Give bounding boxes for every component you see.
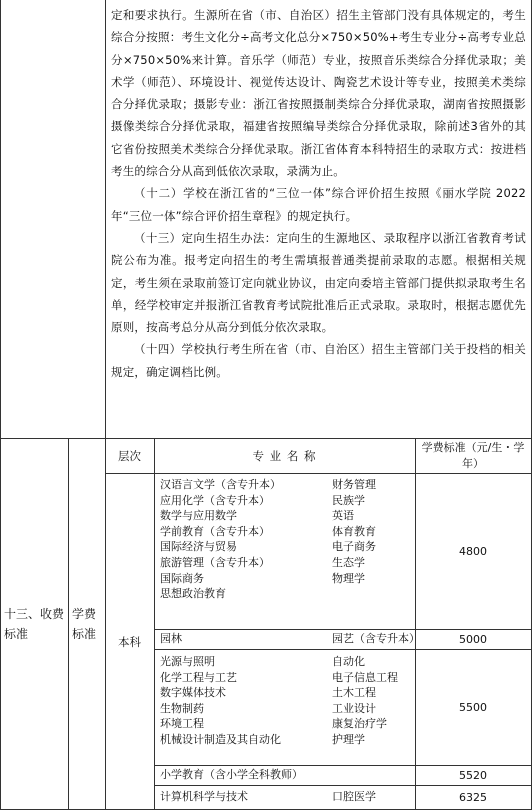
major-item: 园林 [160, 632, 182, 645]
major-item: 计算机科学与技术 [160, 790, 248, 803]
major-item: 口腔医学 [332, 790, 376, 803]
major-item: 电子信息工程 [332, 670, 398, 684]
admission-rules-text [105, 0, 532, 438]
major-item: 光源与照明 [160, 655, 215, 668]
major-item: 财务管理 [332, 478, 376, 491]
fee-5500: 5500 [459, 700, 487, 714]
header-level-text: 层次 [118, 448, 141, 463]
major-item: 体育教育 [332, 524, 376, 538]
major-item: 英语 [332, 509, 354, 523]
subsection-title: 学费标准 [72, 607, 97, 641]
major-item: 生态学 [332, 555, 365, 569]
header-major-text: 专 业 名 称 [252, 448, 317, 463]
major-item: 汉语言文学（含专升本） [160, 478, 281, 491]
header-major [154, 438, 415, 473]
fee-5520: 5520 [459, 768, 487, 782]
major-item: 土木工程 [332, 686, 376, 700]
major-item: 学前教育（含专升本） [160, 524, 270, 538]
major-item: 康复治疗学 [332, 717, 387, 731]
major-item: 民族学 [332, 493, 365, 507]
major-item: 国际经济与贸易 [160, 540, 237, 554]
major-list-5500-col1 [160, 654, 281, 748]
major-list-5000-col1 [160, 631, 182, 647]
section-title: 十三、收费标准 [4, 607, 65, 641]
major-list-5000-col2 [332, 631, 420, 647]
paragraph-item-14: （十四）学校执行考生所在省（市、自治区）招生主管部门关于投档的相关规定，确定调档比例。 [111, 342, 526, 379]
major-item: 小学教育（含小学全科教师） [160, 768, 303, 781]
major-item: 数字媒体技术 [160, 686, 226, 700]
major-item: 园艺（含专升本） [332, 632, 420, 645]
paragraph-scoring: 定和要求执行。生源所在省（市、自治区）招生主管部门没有具体规定的，考生综合分按照：考生文化分÷高考文化总分×750×50%+考生专业分÷高考专业总分×750×50%来计算。音乐学（师范）专业，按照音乐类综合分择优录取；美术学（师范）、环境设计、视觉传达设计、陶瓷艺术设计等专业，按照美术类综合分择优录取；摄影专业：浙江省按照摄制类综合分择优录取，湖南省按照摄影摄像类综合分择优录取，福建省按照编导类综合分择优录取，除前述3省外的其它省份按照美术类综合分择优录取。浙江省体育本科特招生的录取方式：按进档考生的综合分从高到低依次录取，录满为止。 [111, 8, 526, 179]
major-item: 电子商务 [332, 540, 376, 554]
major-item: 机械设计制造及其自动化 [160, 732, 281, 746]
major-list-6325-col1 [160, 789, 248, 805]
major-item: 应用化学（含专升本） [160, 493, 270, 507]
level-cell [105, 473, 154, 810]
major-item: 思想政治教育 [160, 587, 226, 601]
major-item: 工业设计 [332, 701, 376, 715]
major-item: 数学与应用数学 [160, 509, 237, 523]
level-text: 本科 [118, 634, 141, 649]
major-item: 化学工程与工艺 [160, 670, 237, 684]
major-item: 生物制药 [160, 701, 204, 715]
major-item: 国际商务 [160, 571, 204, 585]
fee-6325: 6325 [459, 790, 487, 804]
major-list-5520-col1 [160, 767, 303, 783]
major-list-4800-col2 [332, 477, 376, 586]
fee-4800: 4800 [459, 544, 487, 558]
paragraph-item-12: （十二）学校在浙江省的“三位一体”综合评价招生按照《丽水学院 2022年“三位一体”综合评价招生章程》的规定执行。 [111, 186, 526, 223]
header-fee-text: 学费标准（元/生・学年） [421, 440, 525, 470]
major-item: 环境工程 [160, 717, 204, 731]
subsection-label [72, 438, 102, 810]
major-list-5500-col2 [332, 654, 398, 748]
major-item: 自动化 [332, 655, 365, 668]
header-level [105, 438, 154, 473]
fee-5000: 5000 [459, 632, 487, 646]
section-label [4, 438, 68, 810]
major-item: 旅游管理（含专升本） [160, 555, 270, 569]
header-fee [418, 438, 528, 473]
paragraph-item-13: （十三）定向生招生办法：定向生的生源地区、录取程序以浙江省教育考试院公布为准。报考定向招生的考生需填报普通类提前录取的志愿。根据相关规定，考生须在录取前签订定向就业协议，由定向委培主管部门提供拟录取考生名单，经学校审定并报浙江省教育考试院批准后正式录取。录取时，根据志愿优先原则，按高考总分从高分到低分依次录取。 [111, 230, 526, 335]
major-item: 物理学 [332, 571, 365, 585]
major-list-6325-col2 [332, 789, 376, 805]
major-list-4800-col1 [160, 477, 281, 602]
major-item: 护理学 [332, 732, 365, 746]
